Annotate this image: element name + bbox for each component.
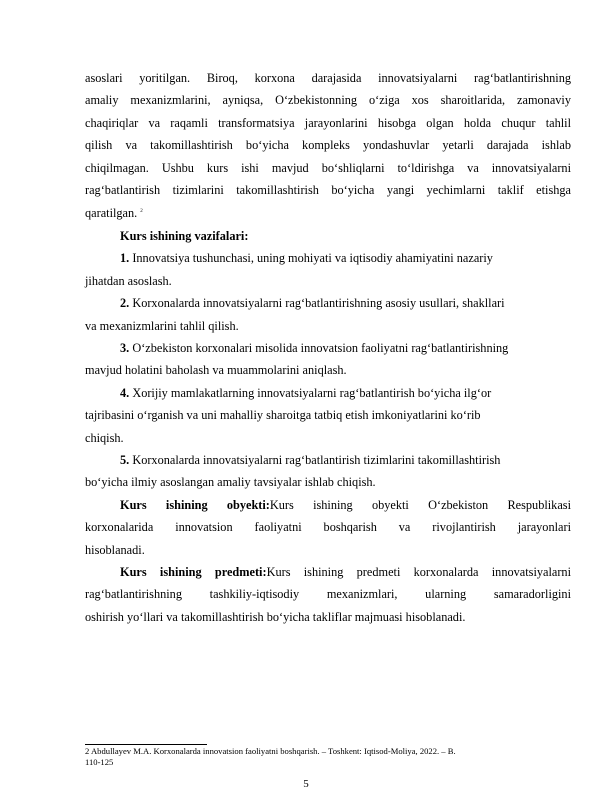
task-first-line (85, 382, 571, 404)
text-line (85, 201, 571, 225)
text-line: chaqiriqlar va raqamli transformatsiya jarayonlarini hisobga olgan holda chuqur tahlil (85, 115, 571, 130)
task-text: O‘zbekiston korxonalari misolida innovatsion faoliyatni rag‘batlantirishning (132, 340, 509, 355)
object-label: Kurs ishining obyekti: (120, 497, 270, 512)
subject-paragraph (85, 561, 571, 628)
subject-label: Kurs ishining predmeti: (120, 565, 267, 580)
task-continuation: va mexanizmlarini tahlil qilish. (85, 318, 239, 333)
intro-paragraph (85, 67, 571, 225)
text-line: rag‘batlantirish tizimlarini takomillashtirish bo‘yicha yangi yechimlarni taklif etishga (85, 183, 571, 198)
task-number: 5. (120, 453, 130, 467)
task-item (85, 337, 571, 382)
object-paragraph (85, 494, 571, 561)
page-body (85, 67, 571, 628)
task-continuation: mavjud holatini baholash va muammolarini aniqlash. (85, 363, 347, 378)
task-continuation: jihatdan asoslash. (85, 273, 172, 288)
text-line (85, 494, 571, 516)
task-text: Korxonalarda innovatsiyalarni rag‘batlantirishning asosiy usullari, shakllari (132, 296, 505, 311)
text-line: qilish va takomillashtirish bo‘yicha kompleks yondashuvlar yetarli darajada ishlab (85, 138, 571, 153)
text-span: Kurs ishining predmeti korxonalarda innovatsiyalarni (266, 565, 571, 580)
task-first-line (85, 449, 571, 471)
text-line: asoslari yoritilgan. Biroq, korxona darajasida innovatsiyalarni rag‘batlantirishning (85, 71, 571, 85)
task-number: 1. (120, 251, 130, 266)
task-text: Xorijiy mamlakatlarning innovatsiyalarni rag‘batlantirish bo‘yicha ilg‘or (132, 385, 492, 400)
task-number: 3. (120, 340, 130, 355)
task-item (85, 382, 571, 449)
task-continuation: bo‘yicha ilmiy asoslangan amaliy tavsiyalar ishlab chiqish. (85, 475, 376, 490)
task-number: 2. (120, 296, 130, 311)
text-line: rag‘batlantirishning tashkiliy-iqtisodiy mexanizmlari, ularning samaradorligini (85, 587, 571, 602)
text-line: korxonalarida innovatsion faoliyatni boshqarish va rivojlantirish jarayonlari (85, 520, 571, 535)
task-item (85, 449, 571, 494)
task-text: Innovatsiya tushunchasi, uning mohiyati va iqtisodiy ahamiyatini nazariy (132, 251, 493, 266)
task-number: 4. (120, 385, 130, 400)
task-first-line (85, 337, 571, 359)
task-continuation: tajribasini o‘rganish va uni mahalliy sharoitga tatbiq etish imkoniyatlarini ko‘rib (85, 408, 481, 423)
task-first-line (85, 292, 571, 314)
task-continuation: chiqish. (85, 430, 124, 445)
footnote-line: 2 Abdullayev M.A. Korxonalarda innovatsion faoliyatni boshqarish. – Toshkent: Iqtisod-Moliya, 2022. – B. (85, 746, 456, 756)
text-span: qaratilgan. (85, 206, 138, 221)
task-item (85, 247, 571, 292)
text-line: chiqilmagan. Ushbu kurs ishi mavjud bo‘shliqlarni to‘ldirishga va innovatsiyalarni (85, 160, 571, 175)
task-text: Korxonalarda innovatsiyalarni rag‘batlantirish tizimlarini takomillashtirish (132, 453, 501, 467)
footnote (85, 746, 571, 768)
task-first-line (85, 247, 571, 269)
text-line: oshirish yo‘llari va takomillashtirish bo‘yicha takliflar majmuasi hisoblanadi. (85, 609, 466, 624)
text-line: hisoblanadi. (85, 542, 145, 557)
footnote-separator (85, 744, 207, 745)
text-line: amaliy mexanizmlarini, ayniqsa, O‘zbekistonning o‘ziga xos sharoitlarida, zamonaviy (85, 93, 571, 108)
page-number: 5 (303, 778, 309, 790)
tasks-heading: Kurs ishining vazifalari: (120, 228, 249, 243)
footnote-reference[interactable]: 2 (140, 209, 143, 215)
footnote-line: 110-125 (85, 757, 114, 767)
text-line (85, 561, 571, 583)
task-item (85, 292, 571, 337)
text-span: Kurs ishining obyekti O‘zbekiston Respublikasi (269, 497, 571, 512)
